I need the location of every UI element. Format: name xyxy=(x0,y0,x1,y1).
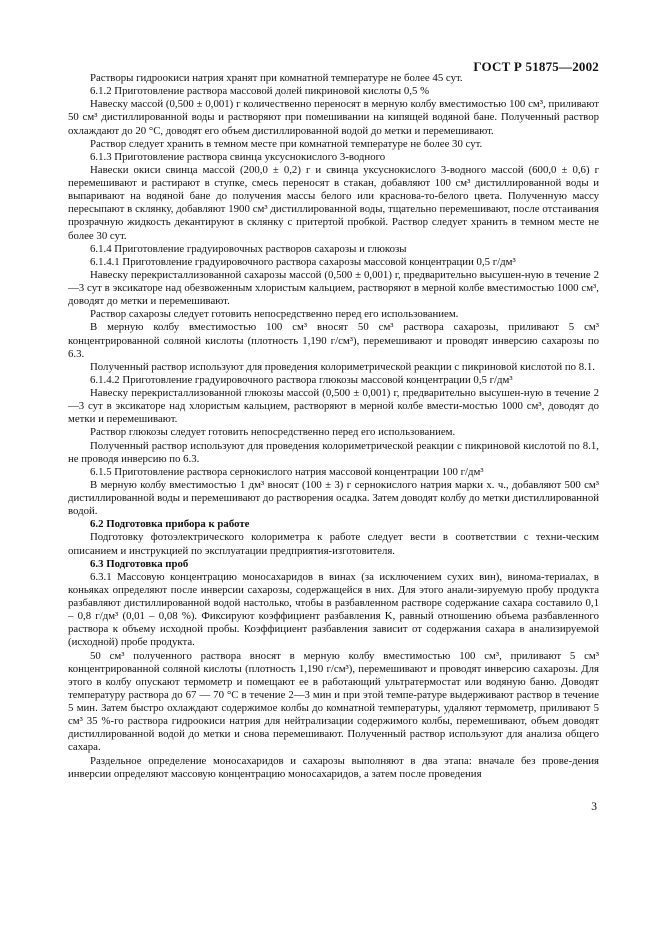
paragraph: 6.1.4.2 Приготовление градуировочного раствора глюкозы массовой концентрации 0,5 г/дм³ xyxy=(90,373,513,386)
paragraph: Раздельное определение моносахаридов и сахарозы выполняют в два этапа: вначале без прове-дения инверсии определяют массовую концентрацию моносахаридов, а затем после проведения xyxy=(68,754,599,780)
section-heading: 6.2 Подготовка прибора к работе xyxy=(90,518,250,531)
paragraph: 6.1.4.1 Приготовление градуировочного раствора сахарозы массовой концентрации 0,5 г/дм³ xyxy=(90,255,516,268)
section-heading: 6.3 Подготовка проб xyxy=(90,557,189,570)
paragraph: 6.1.5 Приготовление раствора сернокислого натрия массовой концентрации 100 г/дм³ xyxy=(90,465,484,478)
paragraph: 6.1.3 Приготовление раствора свинца уксуснокислого 3-водного xyxy=(90,150,386,163)
paragraph: 50 см³ полученного раствора вносят в мерную колбу вместимостью 100 см³, приливают 5 см³ концентрированной соляной кислоты (плотность 1,190 г/см³), перемешивают и проводят инверсию сахарозы. Для этого в колбу опускают термометр и помещают ее в работающий ультратермостат или водяную баню. Доводят температуру раствора до 67 — 70 °С в течение 2—3 мин и при этой темпе-ратуре выдерживают раствор в течение 5 мин. Затем быстро охлаждают содержимое колбы до комнатной температуры, удаляют термометр, приливают 5 см³ 35 %-го раствора гидроокиси натрия для нейтрализации содержимого колбы, перемешивают, объем доводят дистиллированной водой до метки и снова перемешивают. Полученный раствор используют для анализа общего сахара. xyxy=(68,649,599,754)
paragraph: В мерную колбу вместимостью 100 см³ вносят 50 см³ раствора сахарозы, приливают 5 см³ концентрированной соляной кислоты (плотность 1,190 г/см³), перемешивают и проводят инверсию сахарозы по 6.3. xyxy=(68,321,599,360)
paragraph: 6.1.4 Приготовление градуировочных растворов сахарозы и глюкозы xyxy=(90,242,407,255)
paragraph: Раствор глюкозы следует готовить непосредственно перед его использованием. xyxy=(90,426,456,439)
standard-header: ГОСТ Р 51875—2002 xyxy=(473,59,599,74)
paragraph: Растворы гидроокиси натрия хранят при комнатной температуре не более 45 сут. xyxy=(90,72,463,84)
page-number: 3 xyxy=(591,801,597,813)
paragraph: Навеску массой (0,500 ± 0,001) г количественно переносят в мерную колбу вместимостью 100 см³, приливают 50 см³ дистиллированной воды и растворяют при помешивании на кипящей водяной бане. Полученный раствор охлаждают до 20 °С, доводят его объем дистиллированной водой до метки и перемешивают. xyxy=(68,98,599,137)
document-body xyxy=(68,72,599,781)
paragraph: Раствор сахарозы следует готовить непосредственно перед его использованием. xyxy=(90,308,459,321)
paragraph: 6.1.2 Приготовление раствора массовой долей пикриновой кислоты 0,5 % xyxy=(90,85,430,98)
paragraph: Полученный раствор используют для проведения колориметрической реакции с пикриновой кислотой по 8.1, не проводя инверсию по 6.3. xyxy=(68,439,599,465)
paragraph: Раствор следует хранить в темном месте при комнатной температуре не более 30 сут. xyxy=(90,137,483,150)
paragraph: Полученный раствор используют для проведения колориметрической реакции с пикриновой кислотой по 8.1. xyxy=(90,360,595,373)
paragraph: Навески окиси свинца массой (200,0 ± 0,2) г и свинца уксуснокислого 3-водного массой (600,0 ± 0,6) г перемешивают и растирают в ступке, смесь переносят в стакан, добавляют 100 см³ дистиллированной воды и выпаривают на водяной бане до получения массы белого или краснова-то-белого цвета. Полученную массу пересыпают в склянку, добавляют 1900 см³ дистиллированной воды, тщательно перемешивают, после отстаивания прозрачную жидкость декантируют в склянку с притертой пробкой. Раствор следует хранить в темном месте не более 30 сут. xyxy=(68,163,599,242)
paragraph: Подготовку фотоэлектрического колориметра к работе следует вести в соответствии с техни-ческим описанием и инструкцией по эксплуатации предприятия-изготовителя. xyxy=(68,531,599,557)
paragraph: Навеску перекристаллизованной сахарозы массой (0,500 ± 0,001) г, предварительно высушен-ную в течение 2—3 сут в эксикаторе над обезвоженным хлористым кальцием, растворяют в мерной колбе вместимостью 1000 см³, доводят до метки и перемешивают. xyxy=(68,268,599,308)
paragraph: 6.3.1 Массовую концентрацию моносахаридов в винах (за исключением сухих вин), виномa-териалах, в коньяках определяют после инверсии сахарозы, содержащейся в них. Для этого анали-зируемую пробу продукта разбавляют дистиллированной водой настолько, чтобы в разбавленном растворе содержание сахара составило 0,1 – 0,8 г/дм³ (0,01 – 0,08 %). Фиксируют коэффициент разбавления K, равный отношению объема разбавленного раствора к объему исходной пробы. Коэффициент разбавления зависит от содержания сахара в анализируемой (исходной) пробе продукта. xyxy=(68,570,599,649)
paragraph: Навеску перекристаллизованной глюкозы массой (0,500 ± 0,001) г, предварительно высушен-ную в течение 2—3 сут в эксикаторе над хлористым кальцием, растворяют в мерной колбе вмести-мостью 1000 см³, доводят до метки и перемешивают. xyxy=(68,387,599,426)
paragraph: В мерную колбу вместимостью 1 дм³ вносят (100 ± 3) г сернокислого натрия марки х. ч., добавляют 500 см³ дистиллированной воды и перемешивают до растворения осадка. Затем доводят колбу до метки дистиллированной водой. xyxy=(68,478,599,518)
